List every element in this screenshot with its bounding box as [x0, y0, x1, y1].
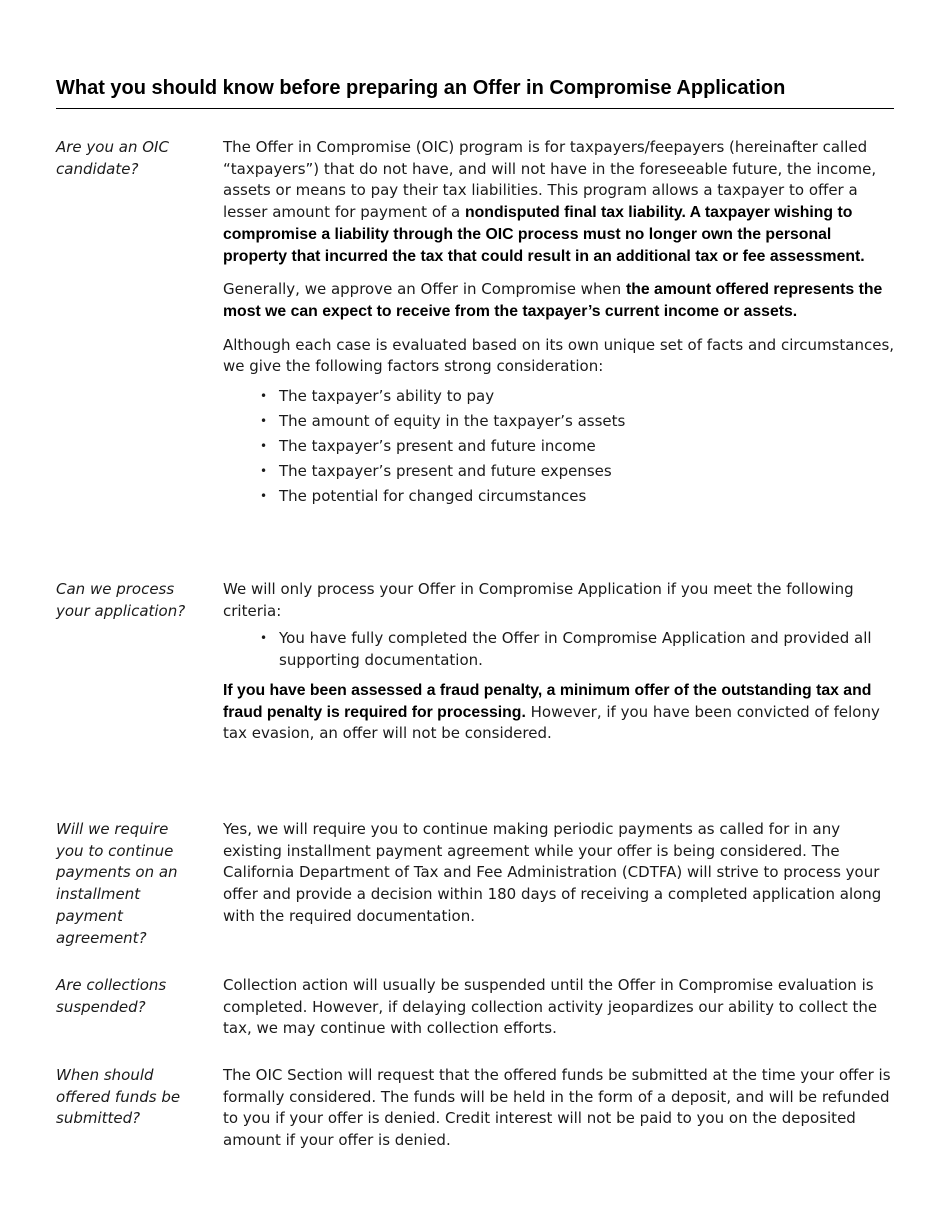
paragraph [223, 137, 895, 267]
bullet-icon: • [260, 439, 268, 454]
list-item [260, 411, 895, 433]
answer-installment-payments [223, 819, 895, 928]
question-installment-payments: Will we require you to continue payments on an installment payment agreement? [56, 820, 178, 947]
list-item-text: You have fully completed the Offer in Compromise Application and provided all supporting documentation. [279, 629, 872, 670]
list-item [260, 461, 895, 483]
paragraph [223, 975, 895, 1040]
bullet-icon: • [260, 414, 268, 429]
answer-collections-suspended [223, 975, 895, 1040]
list-item [260, 436, 895, 458]
paragraph [223, 279, 895, 322]
answer-offered-funds [223, 1065, 895, 1152]
title-divider [56, 108, 894, 109]
paragraph [223, 680, 895, 745]
list-item [260, 386, 895, 408]
paragraph [223, 819, 895, 928]
paragraph-bold: the amount offered represents the most we can expect to receive from the taxpayer’s current income or assets. [223, 281, 883, 320]
question-collections-suspended: Are collections suspended? [56, 976, 167, 1016]
question-oic-candidate: Are you an OIC candidate? [56, 138, 169, 178]
paragraph-text: Although each case is evaluated based on its own unique set of facts and circumstances, we give the following factors strong consideration: [223, 335, 895, 376]
list-item-text: The amount of equity in the taxpayer’s assets [279, 412, 626, 431]
paragraph [223, 335, 895, 378]
paragraph-text: Generally, we approve an Offer in Compromise when [223, 280, 626, 299]
criteria-list [223, 628, 895, 671]
list-item-text: The taxpayer’s present and future expenses [279, 462, 612, 481]
factor-list [223, 386, 895, 508]
list-item-text: The taxpayer’s ability to pay [279, 387, 495, 406]
paragraph-bold: nondisputed final tax liability. A taxpayer wishing to compromise a liability through the OIC process must no longer own the personal property that incurred the tax that could result in an additional tax or fee assessment. [223, 204, 865, 265]
page-title: What you should know before preparing an Offer in Compromise Application [56, 77, 786, 99]
paragraph [223, 579, 895, 622]
question-offered-funds: When should offered funds be submitted? [56, 1066, 181, 1128]
list-item-text: The potential for changed circumstances [279, 487, 587, 506]
list-item [260, 628, 895, 671]
paragraph [223, 1065, 895, 1152]
paragraph-text: Yes, we will require you to continue making periodic payments as called for in any existing installment payment agreement while your offer is being considered. The California Department of Tax and Fee Administration (CDTFA) will strive to process your offer and provide a decision within 180 days of receiving a completed application along with the required documentation. [223, 820, 882, 925]
bullet-icon: • [260, 631, 268, 646]
paragraph-text: However, if you have been convicted of felony tax evasion, an offer will not be considered. [223, 702, 880, 743]
list-item-text: The taxpayer’s present and future income [279, 437, 596, 456]
question-process-application: Can we process your application? [56, 580, 186, 620]
paragraph-text: The Offer in Compromise (OIC) program is for taxpayers/feepayers (hereinafter called “taxpayers”) that do not have, and will not have in the foreseeable future, the income, assets or means to pay their tax liabilities. This program allows a taxpayer to offer a lesser amount for payment of a [223, 138, 877, 222]
paragraph-text: We will only process your Offer in Compromise Application if you meet the following criteria: [223, 580, 854, 620]
paragraph-text: The OIC Section will request that the offered funds be submitted at the time your offer is formally considered. The funds will be held in the form of a deposit, and will be refunded to you if your offer is denied. Credit interest will not be paid to you on the deposited amount if your offer is denied. [223, 1066, 891, 1150]
list-item [260, 486, 895, 508]
paragraph-text: Collection action will usually be suspended until the Offer in Compromise evaluation is completed. However, if delaying collection activity jeopardizes our ability to collect the tax, we may continue with collection efforts. [223, 976, 878, 1038]
answer-process-application [223, 579, 895, 745]
paragraph-bold: If you have been assessed a fraud penalty, a minimum offer of the outstanding tax and fraud penalty is required for processing. [223, 681, 872, 721]
answer-oic-candidate [223, 137, 895, 511]
bullet-icon: • [260, 389, 268, 404]
bullet-icon: • [260, 464, 268, 479]
bullet-icon: • [260, 489, 268, 504]
